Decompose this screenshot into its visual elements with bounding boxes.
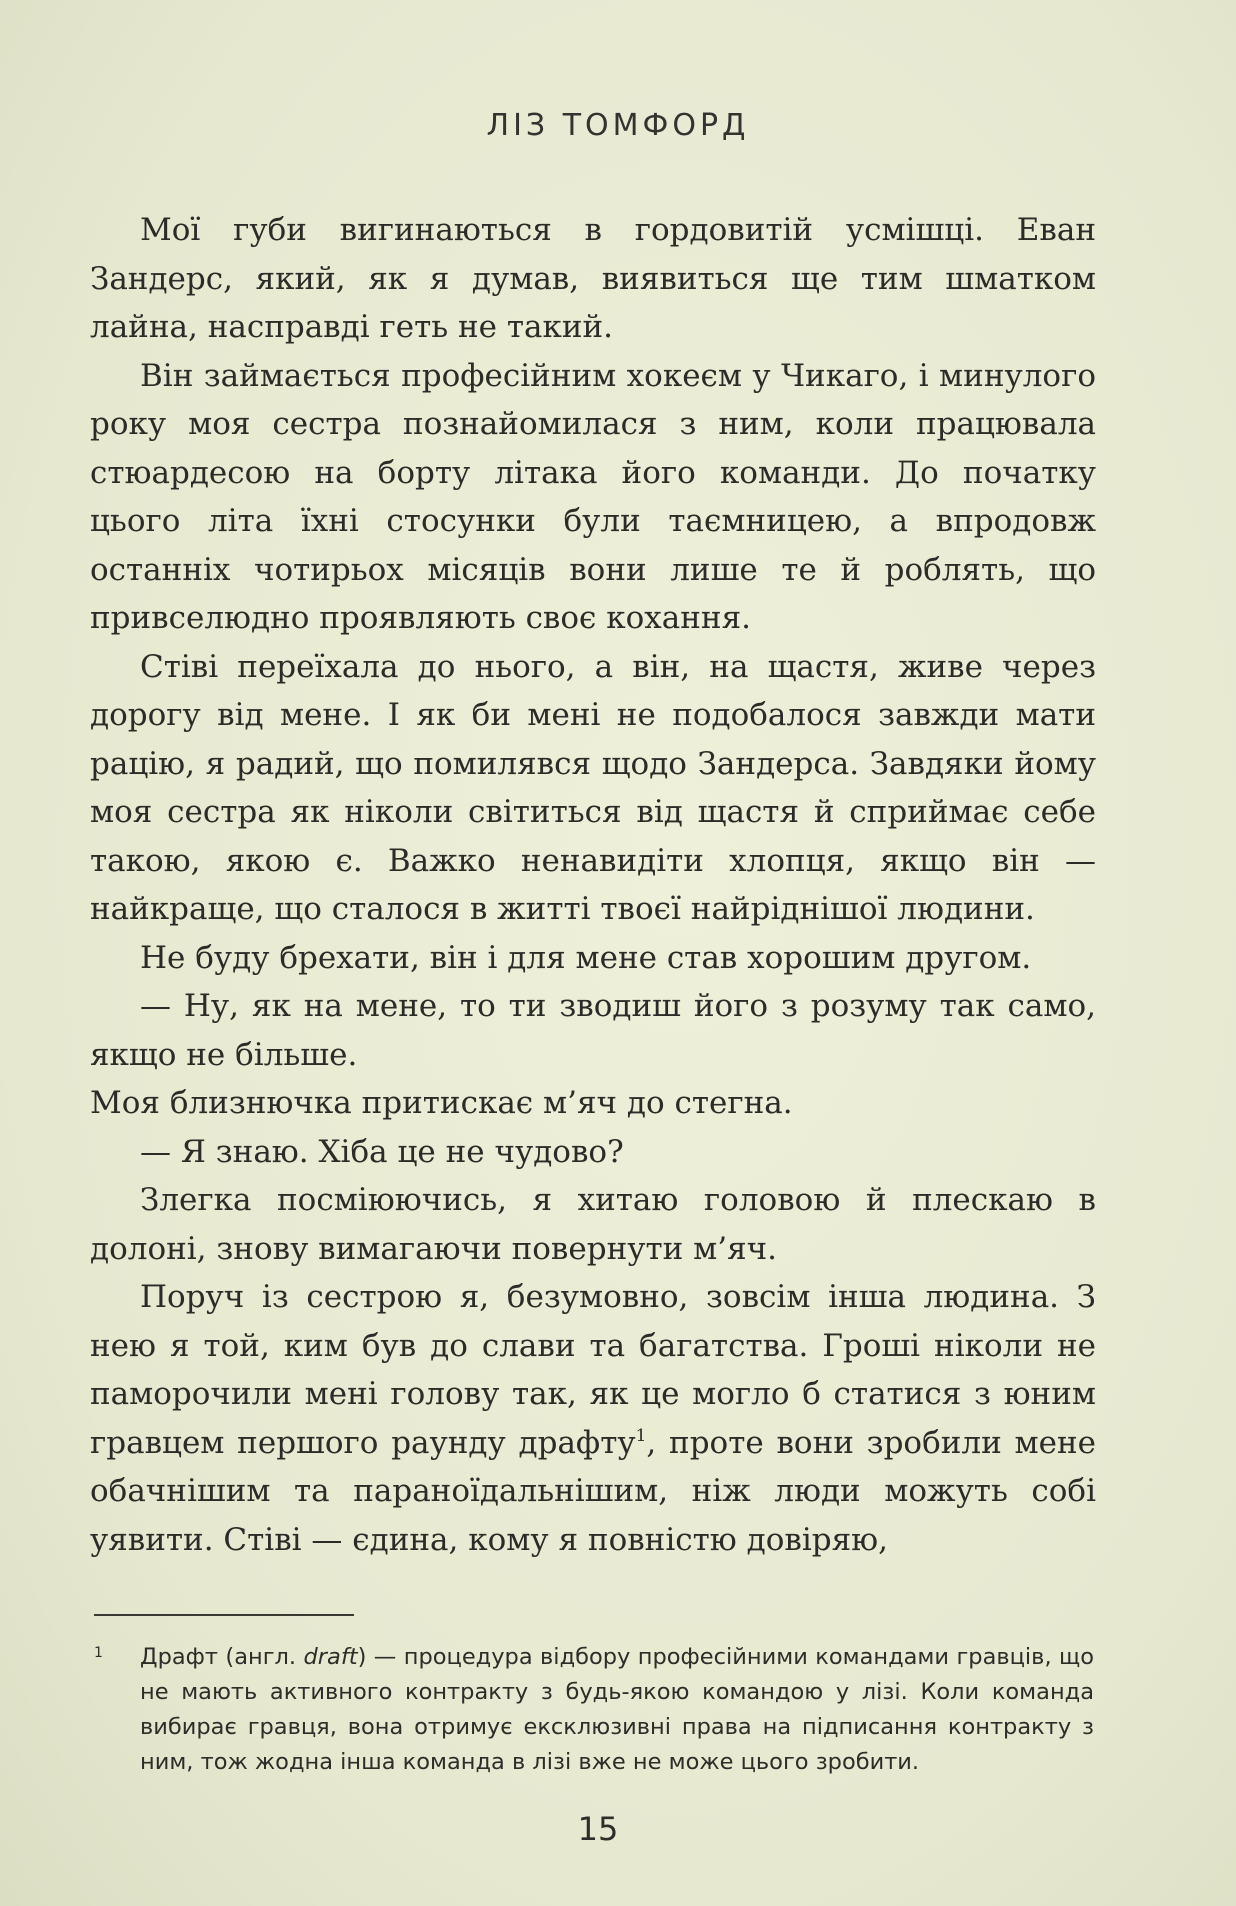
paragraph-6: Моя близнючка притискає м’яч до стегна. xyxy=(90,1085,793,1121)
paragraph-3: Стіві переїхала до нього, а він, на щастя, живе через дорогу від мене. І як би мені не подобалося завжди мати рацію, я радий, що помилявся щодо Зандерса. Завдяки йому моя сестра як ніколи світиться від щастя й сприймає себе такою, якою є. Важко ненавидіти хлопця, якщо він — найкраще, що сталося в житті твоєї найріднішої людини. xyxy=(90,648,1096,927)
page-number: 15 xyxy=(577,1810,619,1848)
footnote-text-a: Драфт (англ. xyxy=(140,1644,304,1670)
paragraph-7: — Я знаю. Хіба це не чудово? xyxy=(140,1133,624,1170)
footnote-reference[interactable]: 1 xyxy=(635,1425,647,1446)
paragraph-5: — Ну, як на мене, то ти зводиш його з розуму так само, якщо не більше. xyxy=(90,988,1096,1073)
paragraph-9 xyxy=(90,1273,1096,1564)
paragraph-8: Злегка посміюючись, я хитаю головою й плескаю в долоні, знову вимагаючи повернути м’яч. xyxy=(90,1182,1096,1267)
paragraph-2: Він займається професійним хокеєм у Чикаго, і минулого року моя сестра познайомилася з ним, коли працювала стюардесою на борту літака його команди. До початку цього літа їхні стосунки були таємницею, а впродовж останніх чотирьох місяців вони лише те й роблять, що привселюдно проявляють своє кохання. xyxy=(90,357,1096,636)
footnote-mark: 1 xyxy=(94,1645,103,1661)
footnote-term: draft xyxy=(303,1644,358,1670)
footnote-text-b: ) — процедура відбору професійними командами гравців, що не мають активного контракту з будь-якою командою у лізі. Коли команда вибирає гравця, вона отримує ексклюзивні права на підписання контракту з ним, тож жодна інша команда в лізі вже не може цього зробити. xyxy=(140,1644,1094,1775)
body-text xyxy=(90,206,1096,1564)
running-head: ЛІЗ ТОМФОРД xyxy=(486,108,750,143)
paragraph-1: Мої губи вигинаються в гордовитій усмішці. Еван Зандерс, який, як я думав, виявиться ще тим шматком лайна, насправді геть не такий. xyxy=(90,212,1096,345)
footnote-rule xyxy=(94,1614,354,1616)
paragraph-9-text-b: , проте вони зробили мене обачнішим та параноїдальнішим, ніж люди можуть собі уявити. Стіві — єдина, кому я повністю довіряю, xyxy=(90,1424,1096,1558)
footnote-text xyxy=(140,1640,1094,1780)
footnote xyxy=(94,1640,1094,1780)
paragraph-4: Не буду брехати, він і для мене став хорошим другом. xyxy=(140,939,1032,976)
paragraph-9-text-a: Поруч із сестрою я, безумовно, зовсім інша людина. З нею я той, ким був до слави та багатства. Гроші ніколи не паморочили мені голову так, як це могло б статися з юним гравцем першого раунду драфту xyxy=(90,1279,1096,1461)
